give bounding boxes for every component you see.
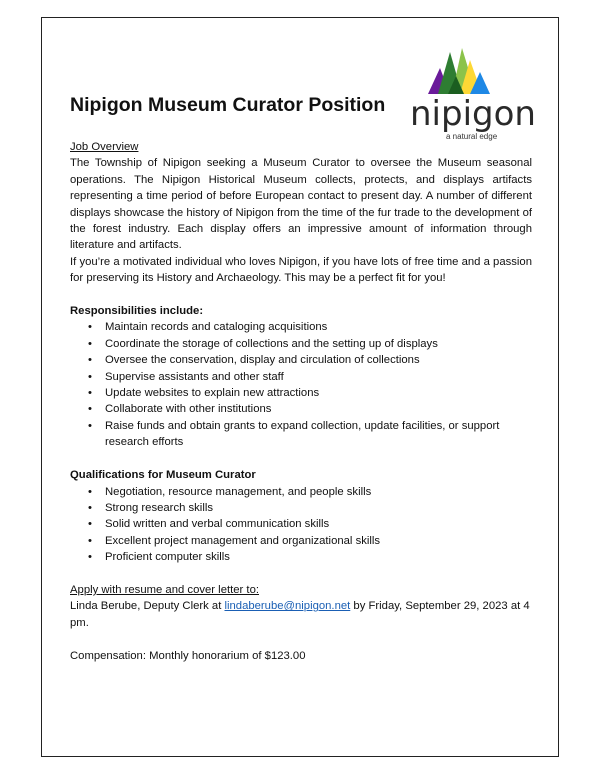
list-item: • Excellent project management and organizational skills [70,533,532,549]
list-item: • Update websites to explain new attractions [70,385,532,401]
list-item: • Supervise assistants and other staff [70,369,532,385]
list-item: • Proficient computer skills [70,549,532,565]
apply-contact [70,598,532,631]
apply-prefix: Linda Berube, Deputy Clerk at [70,600,225,613]
overview-paragraph-2: If you’re a motivated individual who loves Nipigon, if you have lots of free time and a passion for preserving its History and Archaeology. This may be a perfect fit for you! [70,255,532,285]
apply-suffix: by Friday, September 29, 2023 at 4 pm. [70,600,530,629]
logo-wordmark: nipigon [410,94,536,134]
qualifications-heading: Qualifications for Museum Curator [70,469,256,482]
list-item: • Raise funds and obtain grants to expand collection, update facilities, or support research efforts [70,418,532,451]
document-body [70,139,532,664]
responsibilities-heading: Responsibilities include: [70,305,204,318]
list-item: • Strong research skills [70,500,532,516]
apply-heading: Apply with resume and cover letter to: [70,583,259,596]
logo-mark-icon [410,46,540,96]
list-item: • Solid written and verbal communication skills [70,516,532,532]
page-title: Nipigon Museum Curator Position [70,94,386,116]
responsibilities-list [70,319,532,450]
list-item: • Collaborate with other institutions [70,401,532,417]
logo-tagline: a natural edge [446,132,498,141]
nipigon-logo [410,46,540,146]
overview-paragraph-1: The Township of Nipigon seeking a Museum Curator to oversee the Museum seasonal operations. The Nipigon Historical Museum collects, protects, and displays artifacts representing a time period of before European contact to present day. A number of different displays showcase the history of Nipigon from the time of the fur trade to the development of the forest industry. Each display offers an impressive amount of information through literature and artifacts. [70,157,532,252]
compensation-text: Compensation: Monthly honorarium of $123.00 [70,649,306,662]
qualifications-list [70,484,532,566]
list-item: • Coordinate the storage of collections and the setting up of displays [70,336,532,352]
overview-heading: Job Overview [70,141,139,153]
email-link[interactable]: lindaberube@nipigon.net [224,600,351,613]
list-item: • Oversee the conservation, display and circulation of collections [70,352,532,368]
list-item: • Maintain records and cataloging acquisitions [70,319,532,335]
list-item: • Negotiation, resource management, and people skills [70,484,532,500]
